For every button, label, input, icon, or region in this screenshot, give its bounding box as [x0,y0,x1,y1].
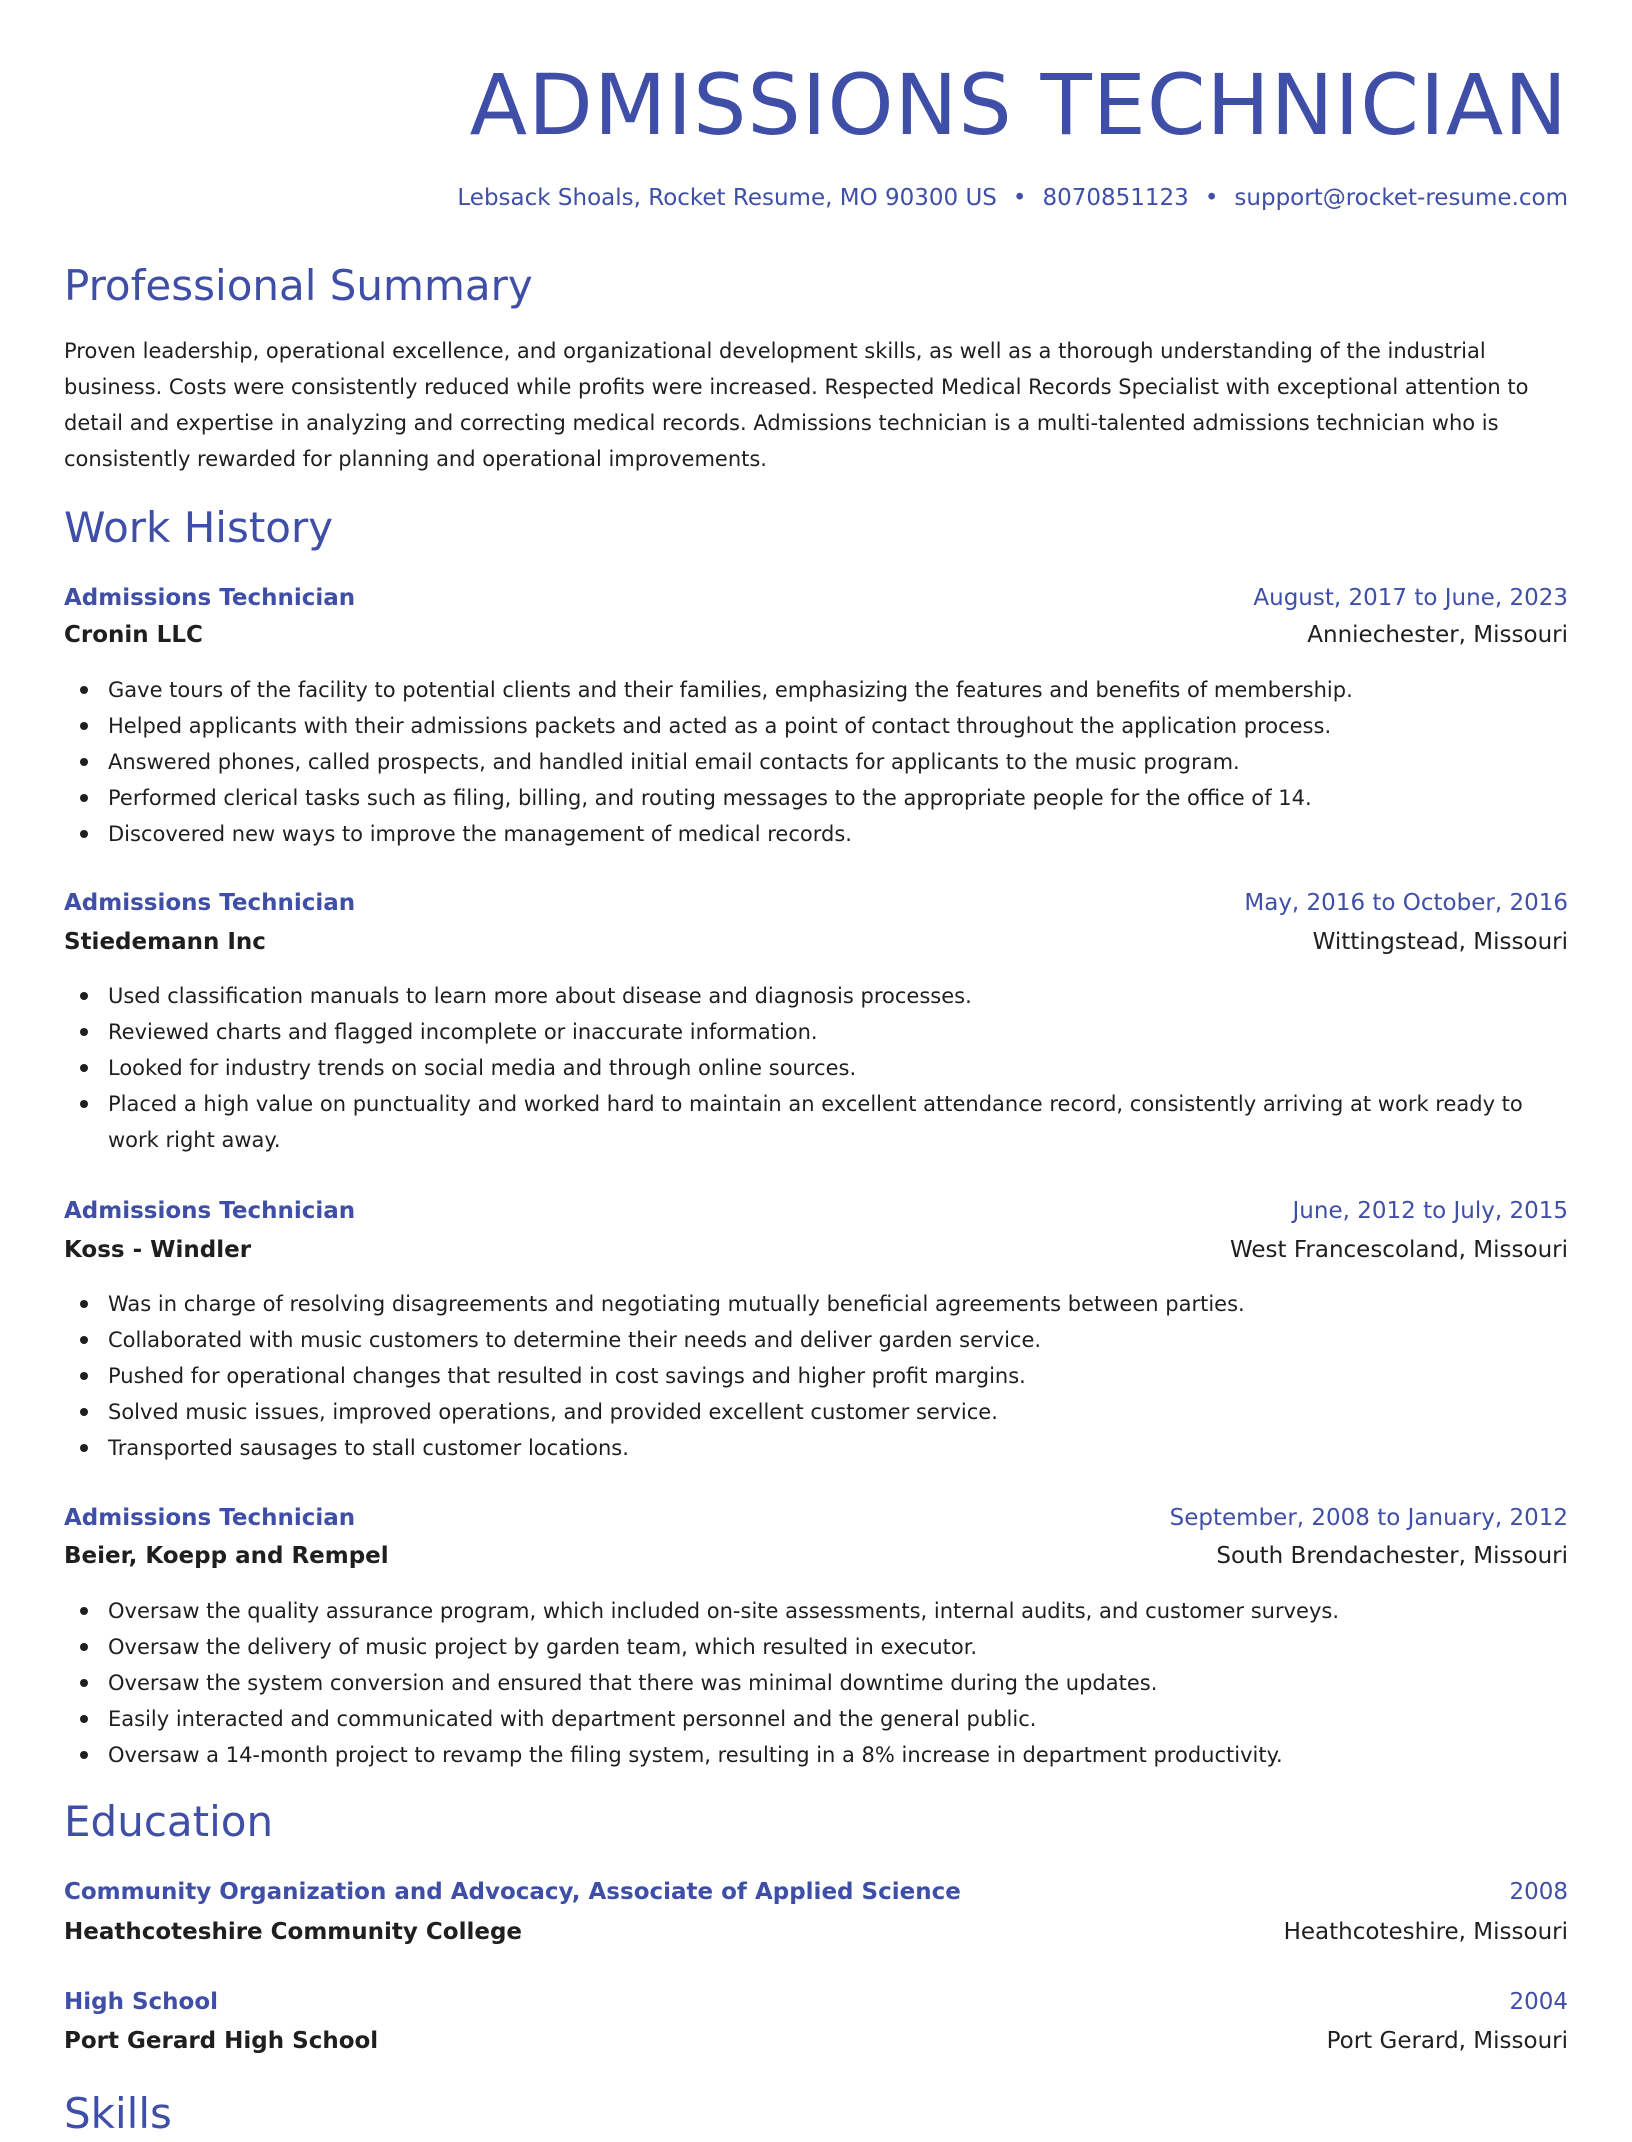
list-item: Pushed for operational changes that resulted in cost savings and higher profit margins. [64,1358,1568,1394]
job-dates: August, 2017 to June, 2023 [1253,585,1568,611]
list-item: Used classification manuals to learn more about disease and diagnosis processes. [64,978,1568,1014]
list-item: Discovered new ways to improve the management of medical records. [64,816,1568,852]
list-item: Answered phones, called prospects, and handled initial email contacts for applicants to the music program. [64,744,1568,780]
list-item: Oversaw the delivery of music project by garden team, which resulted in executor. [64,1629,1568,1665]
job-location: Wittingstead, Missouri [1312,929,1568,955]
job-title-row [64,1193,1568,1229]
job-title-row [64,1500,1568,1536]
resume-name: ADMISSIONS TECHNICIAN [469,56,1568,154]
education-heading: Education [64,1797,274,1846]
list-item: Was in charge of resolving disagreements and negotiating mutually beneficial agreements between parties. [64,1286,1568,1322]
education-year: 2004 [1509,1989,1568,2015]
list-item: Looked for industry trends on social media and through online sources. [64,1050,1568,1086]
job-location: Anniechester, Missouri [1307,622,1568,648]
contact-separator: • [1012,185,1027,211]
job-company-row [64,1232,1568,1268]
list-item: Transported sausages to stall customer locations. [64,1430,1568,1466]
education-school: Port Gerard High School [64,2028,379,2054]
job-dates: June, 2012 to July, 2015 [1292,1198,1568,1224]
job-location: South Brendachester, Missouri [1216,1543,1568,1569]
education-degree: Community Organization and Advocacy, Associate of Applied Science [64,1879,961,1905]
education-title-row [64,1984,1568,2020]
list-item: Performed clerical tasks such as filing, billing, and routing messages to the appropriate people for the office of 14. [64,780,1568,816]
job-title: Admissions Technician [64,585,356,611]
list-item: Helped applicants with their admissions packets and acted as a point of contact throughout the application process. [64,708,1568,744]
job-bullets [64,1286,1568,1466]
skills-heading: Skills [64,2089,172,2138]
contact-separator: • [1204,185,1219,211]
work-history-heading: Work History [64,503,334,552]
job-bullets [64,672,1568,852]
job-title: Admissions Technician [64,890,356,916]
list-item: Easily interacted and communicated with department personnel and the general public. [64,1701,1568,1737]
education-school-row [64,2023,1568,2059]
education-location: Port Gerard, Missouri [1326,2028,1568,2054]
education-school: Heathcoteshire Community College [64,1919,523,1945]
list-item: Solved music issues, improved operations, and provided excellent customer service. [64,1394,1568,1430]
job-company: Cronin LLC [64,622,203,648]
job-dates: September, 2008 to January, 2012 [1169,1505,1568,1531]
list-item: Oversaw the quality assurance program, which included on-site assessments, internal audits, and customer surveys. [64,1593,1568,1629]
job-company-row [64,1538,1568,1574]
contact-address: Lebsack Shoals, Rocket Resume, MO 90300 US [457,185,997,211]
summary-text: Proven leadership, operational excellence, and organizational development skills, as well as a thorough understanding of the industrial business. Costs were consistently reduced while profits were increased. Respected Medical Records Specialist with exceptional attention to detail and expertise in analyzing and correcting medical records. Admissions technician is a multi-talented admissions technician who is consistently rewarded for planning and operational improvements. [64,339,1529,471]
job-dates: May, 2016 to October, 2016 [1244,890,1568,916]
list-item: Reviewed charts and flagged incomplete or inaccurate information. [64,1014,1568,1050]
list-item: Placed a high value on punctuality and worked hard to maintain an excellent attendance record, consistently arriving at work ready to work right away. [64,1086,1568,1158]
list-item: Collaborated with music customers to determine their needs and deliver garden service. [64,1322,1568,1358]
job-bullets [64,978,1568,1158]
education-degree: High School [64,1989,219,2015]
job-title: Admissions Technician [64,1198,356,1224]
job-company-row [64,617,1568,653]
job-title-row [64,580,1568,616]
list-item: Oversaw a 14-month project to revamp the filing system, resulting in a 8% increase in department productivity. [64,1737,1568,1773]
job-bullets [64,1593,1568,1773]
list-item: Gave tours of the facility to potential clients and their families, emphasizing the features and benefits of membership. [64,672,1568,708]
job-company-row [64,924,1568,960]
contact-line [457,178,1568,218]
education-location: Heathcoteshire, Missouri [1283,1919,1568,1945]
education-year: 2008 [1509,1879,1568,1905]
summary-heading: Professional Summary [64,261,533,310]
job-location: West Francescoland, Missouri [1229,1237,1568,1263]
job-company: Beier, Koepp and Rempel [64,1543,389,1569]
contact-phone: 8070851123 [1042,185,1189,211]
job-title: Admissions Technician [64,1505,356,1531]
job-company: Koss - Windler [64,1237,252,1263]
list-item: Oversaw the system conversion and ensured that there was minimal downtime during the updates. [64,1665,1568,1701]
job-company: Stiedemann Inc [64,929,266,955]
education-title-row [64,1874,1568,1910]
job-title-row [64,885,1568,921]
education-school-row [64,1914,1568,1950]
contact-email[interactable]: support@rocket-resume.com [1234,185,1568,211]
